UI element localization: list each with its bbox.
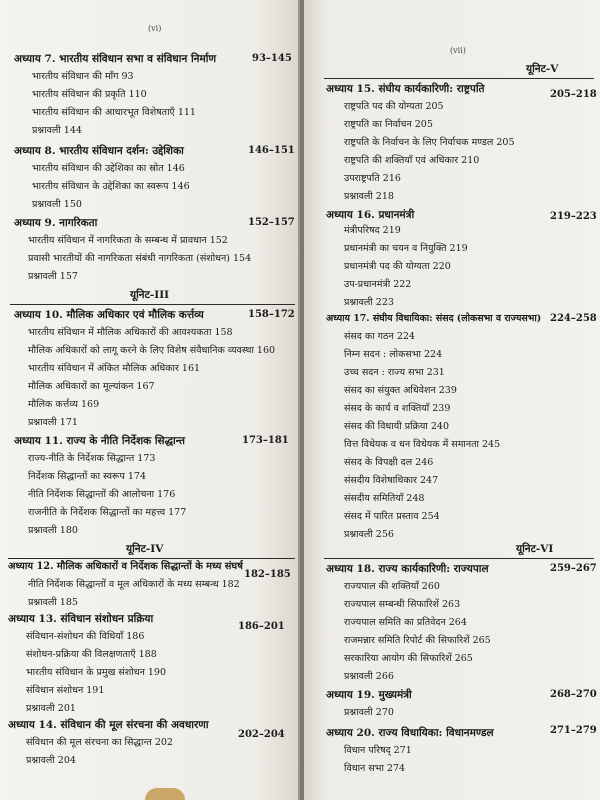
toc-entry: राजमन्नार समिति रिपोर्ट की सिफारिशें 265 <box>344 635 491 646</box>
toc-entry: उपराष्ट्रपति 216 <box>344 173 401 184</box>
toc-entry: भारतीय संविधान की प्रकृति 110 <box>32 89 147 100</box>
chapter-7-title: अध्याय 7. भारतीय संविधान सभा व संविधान निर्माण <box>14 53 217 65</box>
toc-entry: मौलिक अधिकारों को लागू करने के लिए विशेष संवैधानिक व्यवस्था 160 <box>28 345 276 356</box>
toc-entry: संसद में पारित प्रस्ताव 254 <box>344 511 440 522</box>
toc-entry: नीति निर्देशक सिद्धान्तों की आलोचना 176 <box>28 489 176 500</box>
divider <box>10 304 295 305</box>
chapter-16-range: 219–223 <box>550 211 597 222</box>
chapter-20-title: अध्याय 20. राज्य विधायिका: विधानमण्डल <box>326 727 494 739</box>
binder-clip <box>145 788 185 800</box>
toc-entry: भारतीय संविधान की आधारभूत विशेषताएँ 111 <box>32 107 196 118</box>
toc-entry: संसद की विधायी प्रक्रिया 240 <box>344 421 450 432</box>
toc-entry: राज्यपाल सम्बन्धी सिफारिशें 263 <box>344 599 461 610</box>
toc-entry: संविधान-संशोधन की विधियाँ 186 <box>26 631 145 642</box>
unit-6-heading: यूनिट-VI <box>516 543 554 555</box>
chapter-8-range: 146–151 <box>248 145 295 156</box>
toc-entry: प्रश्नावली 218 <box>344 191 394 202</box>
toc-entry: भारतीय संविधान के उद्देशिका का स्वरूप 146 <box>32 181 190 192</box>
toc-entry: प्रश्नावली 270 <box>344 707 394 718</box>
toc-entry: राष्ट्रपति पद की योग्यता 205 <box>344 101 444 112</box>
chapter-13-title: अध्याय 13. संविधान संशोधन प्रक्रिया <box>8 613 154 625</box>
chapter-14-range: 202–204 <box>238 729 285 740</box>
chapter-19-title: अध्याय 19. मुख्यमंत्री <box>326 689 412 701</box>
chapter-9-range: 152–157 <box>248 217 295 228</box>
divider <box>324 78 594 79</box>
toc-entry: प्रश्नावली 157 <box>28 271 78 282</box>
chapter-15-title: अध्याय 15. संघीय कार्यकारिणी: राष्ट्रपति <box>326 83 485 95</box>
toc-entry: निम्न सदन : लोकसभा 224 <box>344 349 443 360</box>
toc-entry: राज्य-नीति के निर्देशक सिद्धान्त 173 <box>28 453 156 464</box>
toc-entry: भारतीय संविधान में मौलिक अधिकारों की आवश्यकता 158 <box>28 327 233 338</box>
toc-entry: भारतीय संविधान की माँग 93 <box>32 71 134 82</box>
toc-entry: प्रश्नावली 185 <box>28 597 78 608</box>
unit-3-heading: यूनिट-III <box>130 289 170 301</box>
chapter-17-range: 224–258 <box>550 313 597 324</box>
unit-5-heading: यूनिट-V <box>526 63 559 75</box>
toc-entry: नीति निर्देशक सिद्धान्तों व मूल अधिकारों के मध्य सम्बन्ध 182 <box>28 579 240 590</box>
toc-entry: संविधान संशोधन 191 <box>26 685 105 696</box>
toc-entry: संशोधन-प्रक्रिया की विलक्षणताएँ 188 <box>26 649 157 660</box>
toc-entry: प्रश्नावली 171 <box>28 417 78 428</box>
chapter-11-title: अध्याय 11. राज्य के नीति निर्देशक सिद्धान्त <box>14 435 185 447</box>
toc-entry: भारतीय संविधान की उद्देशिका का स्रोत 146 <box>32 163 185 174</box>
toc-entry: भारतीय संविधान के प्रमुख संशोधन 190 <box>26 667 166 678</box>
chapter-15-range: 205–218 <box>550 89 597 100</box>
chapter-19-range: 268–270 <box>550 689 597 700</box>
chapter-18-range: 259–267 <box>550 563 597 574</box>
toc-entry: राष्ट्रपति के निर्वाचन के लिए निर्वाचक मण्डल 205 <box>344 137 515 148</box>
toc-entry: संसदीय विशेषाधिकार 247 <box>344 475 439 486</box>
toc-entry: प्रश्नावली 223 <box>344 297 394 308</box>
chapter-18-title: अध्याय 18. राज्य कार्यकारिणी: राज्यपाल <box>326 563 489 575</box>
toc-entry: प्रश्नावली 150 <box>32 199 82 210</box>
chapter-13-range: 186–201 <box>238 621 285 632</box>
toc-entry: निर्देशक सिद्धान्तों का स्वरूप 174 <box>28 471 146 482</box>
toc-entry: संसद के कार्य व शक्तियाँ 239 <box>344 403 451 414</box>
right-page-number: (vii) <box>450 46 466 55</box>
chapter-12-range: 182–185 <box>244 569 291 580</box>
toc-entry: वित्त विधेयक व धन विधेयक में समानता 245 <box>344 439 501 450</box>
toc-entry: भारतीय संविधान में नागरिकता के सम्बन्ध में प्रावधान 152 <box>28 235 228 246</box>
chapter-10-range: 158–172 <box>248 309 295 320</box>
toc-entry: राष्ट्रपति का निर्वाचन 205 <box>344 119 433 130</box>
toc-entry: संसदीय समितियाँ 248 <box>344 493 425 504</box>
toc-entry: प्रवासी भारतीयों की नागरिकता संबंधी नागरिकता (संशोधन) 154 <box>28 253 252 264</box>
toc-entry: राजनीति के निर्देशक सिद्धान्तों का महत्त्व 177 <box>28 507 187 518</box>
toc-entry: संसद का संयुक्त अधिवेशन 239 <box>344 385 457 396</box>
toc-entry: मौलिक कर्त्तव्य 169 <box>28 399 100 410</box>
toc-entry: विधान सभा 274 <box>344 763 406 774</box>
toc-entry: प्रधानमंत्री का चयन व नियुक्ति 219 <box>344 243 468 254</box>
toc-entry: प्रश्नावली 201 <box>26 703 76 714</box>
chapter-9-title: अध्याय 9. नागरिकता <box>14 217 98 229</box>
left-page-number: (vi) <box>148 24 162 33</box>
chapter-14-title: अध्याय 14. संविधान की मूल संरचना की अवधारणा <box>8 719 209 731</box>
toc-entry: उप-प्रधानमंत्री 222 <box>344 279 412 290</box>
toc-entry: प्रश्नावली 180 <box>28 525 78 536</box>
chapter-8-title: अध्याय 8. भारतीय संविधान दर्शन: उद्देशिका <box>14 145 184 157</box>
toc-entry: प्रश्नावली 204 <box>26 755 76 766</box>
chapter-10-title: अध्याय 10. मौलिक अधिकार एवं मौलिक कर्त्तव्य <box>14 309 204 321</box>
toc-entry: मंत्रीपरिषद 219 <box>344 225 401 236</box>
toc-entry: प्रश्नावली 266 <box>344 671 394 682</box>
toc-entry: सरकारिया आयोग की सिफारिशें 265 <box>344 653 473 664</box>
chapter-20-range: 271–279 <box>550 725 597 736</box>
chapter-11-range: 173–181 <box>242 435 289 446</box>
unit-4-heading: यूनिट-IV <box>126 543 164 555</box>
toc-entry: प्रश्नावली 256 <box>344 529 394 540</box>
toc-entry: संसद के विपक्षी दल 246 <box>344 457 434 468</box>
toc-entry: राज्यपाल समिति का प्रतिवेदन 264 <box>344 617 467 628</box>
toc-entry: विधान परिषद् 271 <box>344 745 412 756</box>
toc-entry: राज्यपाल की शक्तियाँ 260 <box>344 581 440 592</box>
chapter-16-title: अध्याय 16. प्रधानमंत्री <box>326 209 415 221</box>
chapter-12-title: अध्याय 12. मौलिक अधिकारों व निर्देशक सिद्धान्तों के मध्य संघर्ष <box>8 561 243 572</box>
chapter-7-range: 93–145 <box>252 53 292 64</box>
chapter-17-title: अध्याय 17. संघीय विधायिका: संसद (लोकसभा व राज्यसभा) <box>326 313 542 324</box>
toc-entry: प्रश्नावली 144 <box>32 125 82 136</box>
toc-entry: संसद का गठन 224 <box>344 331 415 342</box>
toc-entry: प्रधानमंत्री पद की योग्यता 220 <box>344 261 451 272</box>
toc-entry: मौलिक अधिकारों का मूल्यांकन 167 <box>28 381 155 392</box>
toc-entry: राष्ट्रपति की शक्तियाँ एवं अधिकार 210 <box>344 155 480 166</box>
toc-entry: उच्च सदन : राज्य सभा 231 <box>344 367 445 378</box>
right-page <box>304 0 600 800</box>
toc-entry: भारतीय संविधान में अंकित मौलिक अधिकार 161 <box>28 363 201 374</box>
divider <box>8 558 295 559</box>
toc-entry: संविधान की मूल संरचना का सिद्धान्त 202 <box>26 737 173 748</box>
divider <box>324 558 594 559</box>
